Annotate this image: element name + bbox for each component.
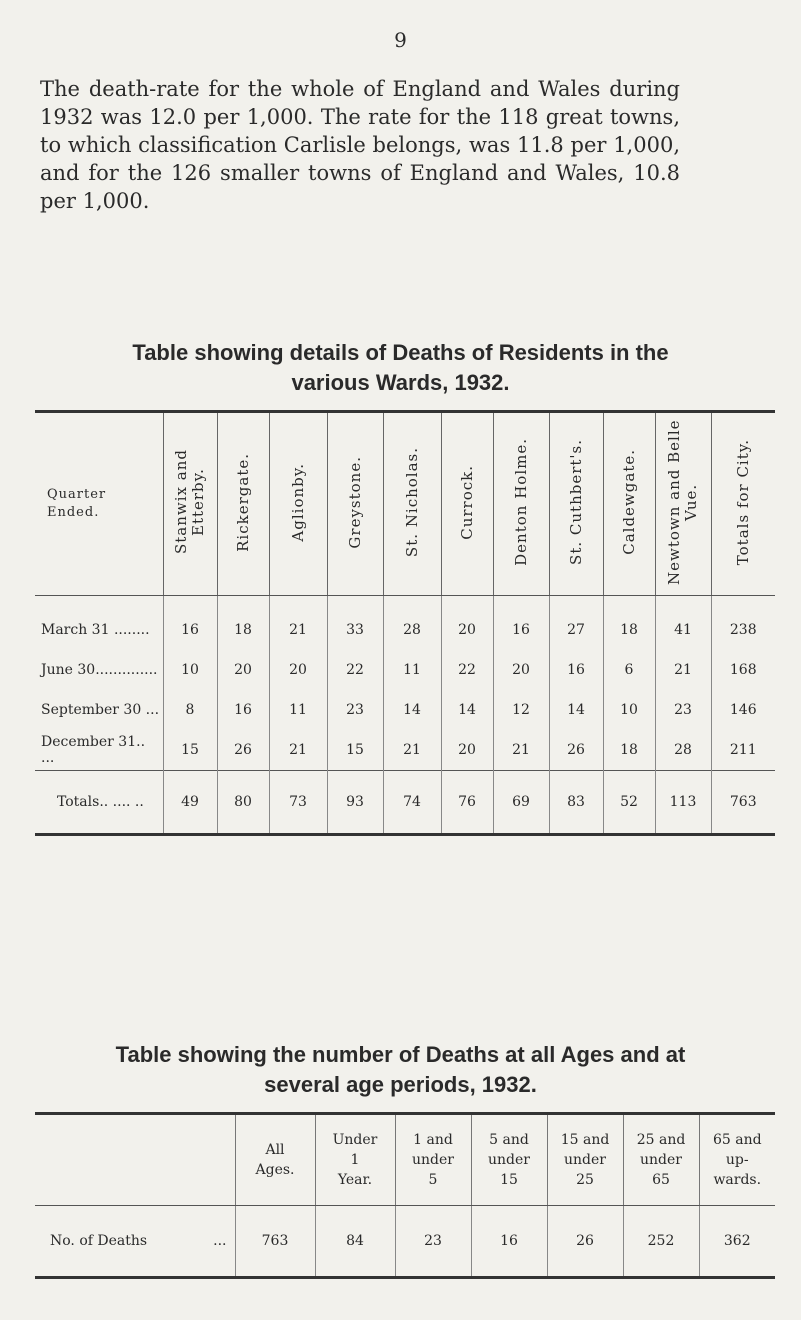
table-cell: 763	[711, 771, 775, 835]
table-cell: 21	[655, 650, 711, 690]
age-header: 1 and under 5	[395, 1114, 471, 1206]
ward-header: Currock.	[441, 412, 493, 596]
table2-title	[0, 1040, 801, 1100]
totals-row	[35, 771, 775, 835]
age-header-row	[35, 1114, 775, 1206]
table-cell: 14	[383, 690, 441, 730]
ward-header: Stanwix and Etterby.	[163, 412, 217, 596]
deaths-label: No. of Deaths	[50, 1233, 148, 1249]
table-cell: 15	[163, 730, 217, 771]
table-cell: 73	[269, 771, 327, 835]
table-cell: 23	[655, 690, 711, 730]
table-cell: 93	[327, 771, 383, 835]
row-label: September 30 ...	[41, 702, 160, 718]
table-cell: 22	[327, 650, 383, 690]
ward-header: Greystone.	[327, 412, 383, 596]
ward-header: Caldewgate.	[603, 412, 655, 596]
table-cell: 76	[441, 771, 493, 835]
table2-title-line2: several age periods, 1932.	[264, 1072, 537, 1097]
table-cell: 252	[623, 1206, 699, 1278]
age-header: 15 and under 25	[547, 1114, 623, 1206]
table-cell: 18	[603, 730, 655, 771]
ward-header-row	[35, 412, 775, 596]
table-cell: 8	[163, 690, 217, 730]
age-header: Under 1 Year.	[315, 1114, 395, 1206]
quarter-header-line1: Quarter	[47, 487, 107, 502]
table-row	[35, 650, 775, 690]
table-cell: 41	[655, 596, 711, 651]
table-cell: 21	[269, 730, 327, 771]
table-cell: 20	[269, 650, 327, 690]
table-cell: 16	[163, 596, 217, 651]
table-cell: 16	[493, 596, 549, 651]
table-cell: 362	[699, 1206, 775, 1278]
table-cell: 168	[711, 650, 775, 690]
ward-header: St. Cuthbert's.	[549, 412, 603, 596]
table-cell: 27	[549, 596, 603, 651]
ward-header: St. Nicholas.	[383, 412, 441, 596]
ward-header: Newtown and Belle Vue.	[655, 412, 711, 596]
table-cell: 33	[327, 596, 383, 651]
row-label: March 31 ........	[41, 622, 150, 638]
table-cell: 18	[217, 596, 269, 651]
table-cell: 21	[493, 730, 549, 771]
table-cell: 16	[549, 650, 603, 690]
table-cell: 16	[471, 1206, 547, 1278]
blank-header	[35, 1114, 235, 1206]
table-cell: 763	[235, 1206, 315, 1278]
quarter-header-line2: Ended.	[47, 505, 100, 520]
table-cell: 26	[217, 730, 269, 771]
table-cell: 10	[603, 690, 655, 730]
totals-label: Totals.. .... ..	[35, 771, 163, 835]
quarter-ended-header	[35, 412, 163, 596]
ward-header: Rickergate.	[217, 412, 269, 596]
table-cell: 146	[711, 690, 775, 730]
table1-title	[0, 338, 801, 398]
table-cell: 18	[603, 596, 655, 651]
table-cell: 12	[493, 690, 549, 730]
row-label: June 30..............	[41, 662, 158, 678]
age-deaths-table	[35, 1112, 775, 1279]
age-header: 25 and under 65	[623, 1114, 699, 1206]
table-cell: 69	[493, 771, 549, 835]
table-cell: 20	[217, 650, 269, 690]
table-cell: 14	[441, 690, 493, 730]
table-row	[35, 596, 775, 651]
table-cell: 20	[441, 730, 493, 771]
age-header: 5 and under 15	[471, 1114, 547, 1206]
table-cell: 26	[547, 1206, 623, 1278]
table-cell: 113	[655, 771, 711, 835]
table-cell: 20	[441, 596, 493, 651]
table-row	[35, 1206, 775, 1278]
table-cell: 21	[269, 596, 327, 651]
table-cell: 83	[549, 771, 603, 835]
table-cell: 6	[603, 650, 655, 690]
table-cell: 211	[711, 730, 775, 771]
table-row	[35, 690, 775, 730]
table-cell: 23	[327, 690, 383, 730]
row-label	[35, 1206, 235, 1278]
table1-title-line1: Table showing details of Deaths of Residents in the	[132, 340, 669, 365]
table1-title-line2: various Wards, 1932.	[291, 370, 510, 395]
age-header: 65 and up- wards.	[699, 1114, 775, 1206]
table-row	[35, 730, 775, 771]
table-cell: 23	[395, 1206, 471, 1278]
table-cell: 52	[603, 771, 655, 835]
ward-header: Totals for City.	[711, 412, 775, 596]
page-number: 9	[394, 28, 407, 52]
table-cell: 14	[549, 690, 603, 730]
table-cell: 28	[655, 730, 711, 771]
table2-title-line1: Table showing the number of Deaths at all Ages and at	[115, 1042, 686, 1067]
intro-paragraph: The death-rate for the whole of England and Wales during 1932 was 12.0 per 1,000. The rate for the 118 great towns, to which classification Carlisle belongs, was 11.8 per 1,000, and for the 126 smaller towns of England and Wales, 10.8 per 1,000.	[40, 77, 680, 213]
table-cell: 74	[383, 771, 441, 835]
table-cell: 49	[163, 771, 217, 835]
table-cell: 22	[441, 650, 493, 690]
table-cell: 15	[327, 730, 383, 771]
table-cell: 28	[383, 596, 441, 651]
ward-header: Aglionby.	[269, 412, 327, 596]
ward-header: Denton Holme.	[493, 412, 549, 596]
table-cell: 21	[383, 730, 441, 771]
table-cell: 80	[217, 771, 269, 835]
table-cell: 84	[315, 1206, 395, 1278]
table-cell: 10	[163, 650, 217, 690]
table-cell: 26	[549, 730, 603, 771]
ward-deaths-table	[35, 410, 775, 836]
table-cell: 11	[269, 690, 327, 730]
table-cell: 238	[711, 596, 775, 651]
row-label: December 31.. ...	[41, 734, 146, 766]
table-cell: 20	[493, 650, 549, 690]
table-cell: 16	[217, 690, 269, 730]
leader-dots: ...	[213, 1233, 227, 1249]
table-cell: 11	[383, 650, 441, 690]
age-header: All Ages.	[235, 1114, 315, 1206]
